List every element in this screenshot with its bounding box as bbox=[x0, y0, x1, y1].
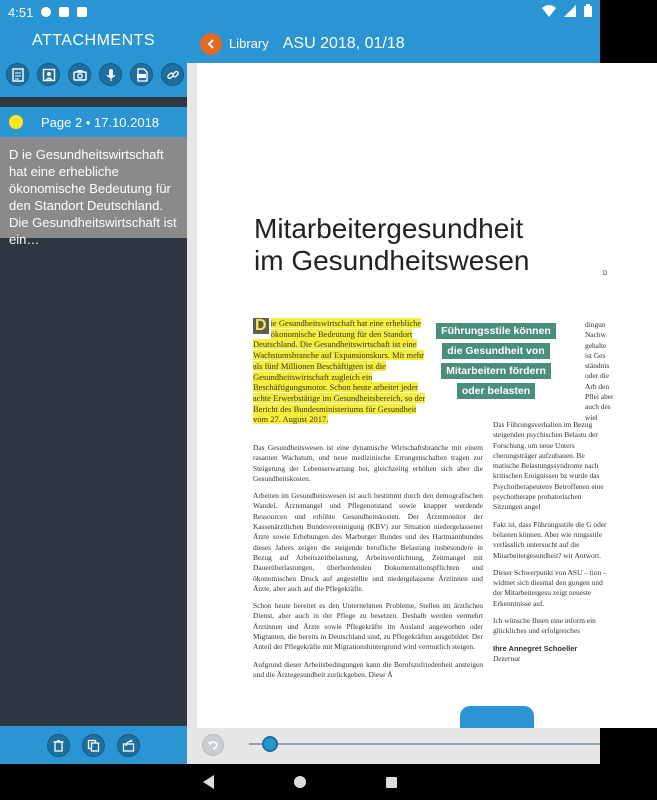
contact-icon[interactable] bbox=[37, 63, 60, 86]
library-link[interactable]: Library bbox=[229, 36, 269, 51]
pull-quote-line-3: Mitarbeitern fördern bbox=[441, 363, 551, 379]
highlighted-lead[interactable] bbox=[253, 318, 430, 425]
page-handle[interactable] bbox=[460, 706, 534, 728]
page-slider-thumb[interactable] bbox=[262, 736, 278, 752]
editorial-paragraph: Ich wünsche Ihnen eine inform ein glückliches und erfolgreiches bbox=[493, 616, 596, 636]
attachment-date: Page 2 • 17.10.2018 bbox=[41, 114, 160, 130]
android-nav-bar bbox=[0, 764, 600, 800]
chevron-left-icon bbox=[205, 38, 217, 50]
attachment-tools bbox=[6, 63, 184, 86]
undo-icon[interactable] bbox=[202, 734, 224, 756]
editorial-column bbox=[493, 420, 611, 671]
editorial-paragraph: Das Führungsverhalten im Bezug steigenden psychischen Belastu der Forschung, um neue Unters cherungsträger aufzubauen. Be matische Belastungssyndrome nach kritischen Ereignissen bz wurde das Psychotherapeutenv Betroffenen eine psychotherape probatorischen Sitzungen angel bbox=[493, 420, 604, 512]
attachment-item[interactable] bbox=[0, 107, 187, 247]
pull-quote-line-2: die Gesundheit von bbox=[442, 343, 549, 359]
share-icon[interactable] bbox=[117, 734, 140, 757]
link-icon[interactable] bbox=[161, 63, 184, 86]
drop-cap: D bbox=[255, 317, 267, 334]
attachment-preview: D ie Gesundheitswirtschaft hat eine erhebliche ökonomische Bedeutung für den Standort Deutschland. Die Gesundheitswirtschaft ist ein… bbox=[0, 137, 187, 238]
editorial-paragraph: Fakt ist, dass Führungsstile die G oder belasten können. Aber wie rungsstile verlässlich untersucht auf die Mitarbeitergesundheit? wir Antwort. bbox=[493, 519, 607, 560]
signature-role: Dezernat bbox=[493, 653, 521, 663]
body-paragraph: Schon heute bereitet es den Unternehmen Probleme, Stellen im ärztlichen Dienst, aber auch in der Pflege zu besetzen. Deshalb werden vermehrt Ärztinnen und Ärzte sowie Pflegekräfte im Ausland angeworben oder Migranten, die bereits in Deutschland sind, zu Pflegekräften ausgebildet. Der Anteil der Pflegekräfte mit Migrationshintergrund wird vermutlich steigen. bbox=[253, 601, 483, 652]
pdf-icon[interactable] bbox=[130, 63, 153, 86]
document-viewer[interactable] bbox=[187, 63, 614, 728]
attachments-footer bbox=[0, 726, 187, 764]
battery-icon bbox=[584, 4, 592, 20]
attachments-header bbox=[0, 24, 187, 97]
back-button[interactable] bbox=[200, 33, 222, 55]
document-page[interactable] bbox=[197, 63, 657, 728]
trash-icon[interactable] bbox=[47, 734, 70, 757]
camera-icon[interactable] bbox=[68, 63, 91, 86]
issue-title: ASU 2018, 01/18 bbox=[282, 34, 405, 52]
editorial-paragraph: Dieser Schwerpunkt von ASU – tion – widmet sich diesmal den gungen und der Mitarbeitergesu zeigt neueste Erkenntnisse auf. bbox=[493, 567, 607, 608]
page-slider-track[interactable] bbox=[249, 743, 600, 745]
reader-top-bar bbox=[187, 24, 600, 63]
wifi-icon bbox=[542, 5, 556, 20]
article-body bbox=[253, 443, 483, 687]
body-paragraph: Das Gesundheitswesen ist eine dynamische Wirtschaftsbranche mit einem rasanten Wachstum, und neue medizinische Errungenschaften tragen zur Steigerung der Lebenserwartung bei, gleichzeitig erhöhen sich aber die Gesundheitskosten. bbox=[253, 443, 483, 483]
nav-recent-icon[interactable] bbox=[386, 777, 397, 788]
highlight-color-dot bbox=[9, 115, 23, 129]
status-time: 4:51 bbox=[8, 4, 34, 20]
sd-card-icon bbox=[77, 7, 87, 17]
side-fragment: D bbox=[603, 271, 608, 277]
attachment-header bbox=[0, 107, 187, 137]
text-status-icon bbox=[59, 7, 69, 17]
signature: Ihre Annegret Schoeller bbox=[493, 643, 578, 653]
nav-home-icon[interactable] bbox=[294, 776, 306, 788]
attachments-panel bbox=[0, 24, 187, 764]
pull-quote bbox=[436, 323, 556, 399]
pull-quote-line-1: Führungsstile können bbox=[436, 323, 556, 339]
page-slider-bar bbox=[187, 728, 600, 764]
nav-back-icon[interactable] bbox=[203, 775, 214, 789]
body-paragraph: Arbeiten im Gesundheitswesen ist auch bestimmt durch den demografischen Wandel, Ärztemangel und Pflegenotstand sowie knapper werdende Ressourcen und erhöhte Gesundheitskosten. Der Ärztemonitor der Kassenärztlichen Bundesvereinigung (KBV) zur Situation niedergelassener Ärzte sowie Erhebungen des Marburger Bundes und des Hartmannbundes dieses Jahres zeigen die steigende berufliche Belastung insbesondere in Bezug auf Arbeitszeitbelastung, Arbeitsverdichtung, Zeitmangel mit Dauerüberlastungen, überbordenden Dokumentationspflichten und ökonomischen Druck auf angestellte und niedergelassene Ärztinnen und Ärzte, aber auch auf die Pflegekräfte. bbox=[253, 491, 483, 593]
attachments-title: ATTACHMENTS bbox=[31, 32, 156, 49]
signal-icon bbox=[564, 5, 576, 20]
status-bar bbox=[0, 0, 600, 24]
article-title-line-1: Mitarbeitergesundheit bbox=[254, 213, 524, 244]
article-title bbox=[254, 213, 554, 277]
column-fragment: dingun Nachw gehalte ist Ges ständnis oder die Arb den Pflei aber auch des wiel bbox=[585, 320, 614, 422]
note-icon[interactable] bbox=[6, 63, 29, 86]
pull-quote-line-4: oder belasten bbox=[457, 383, 535, 399]
article-title-line-2: im Gesundheitswesen bbox=[254, 245, 530, 276]
copy-icon[interactable] bbox=[82, 734, 105, 757]
microphone-icon[interactable] bbox=[99, 63, 122, 86]
settings-status-icon bbox=[41, 7, 51, 17]
lead-text: ie Gesundheitswirtschaft hat eine erhebliche ökonomische Bedeutung für den Standort Deutschland. Die Gesundheitswirtschaft ist eine Wachstumsbranche auf Expansionskurs. Mit mehr als fünf Millionen Beschäftigten ist die Gesundheitswirtschaft zugleich ein Beschäftigungsmotor. Schon heute arbeitet jeder achte Erwerbstätige im Gesundheitsbereich, so der Bericht des Bundesministeriums für Gesundheit vom 27. August 2017. bbox=[253, 318, 426, 425]
body-paragraph: Aufgrund dieser Arbeitsbedingungen kann die Berufszufriedenheit ansteigen und die Ärztegesundheit zurückgehen. Diese Ä bbox=[253, 659, 483, 679]
